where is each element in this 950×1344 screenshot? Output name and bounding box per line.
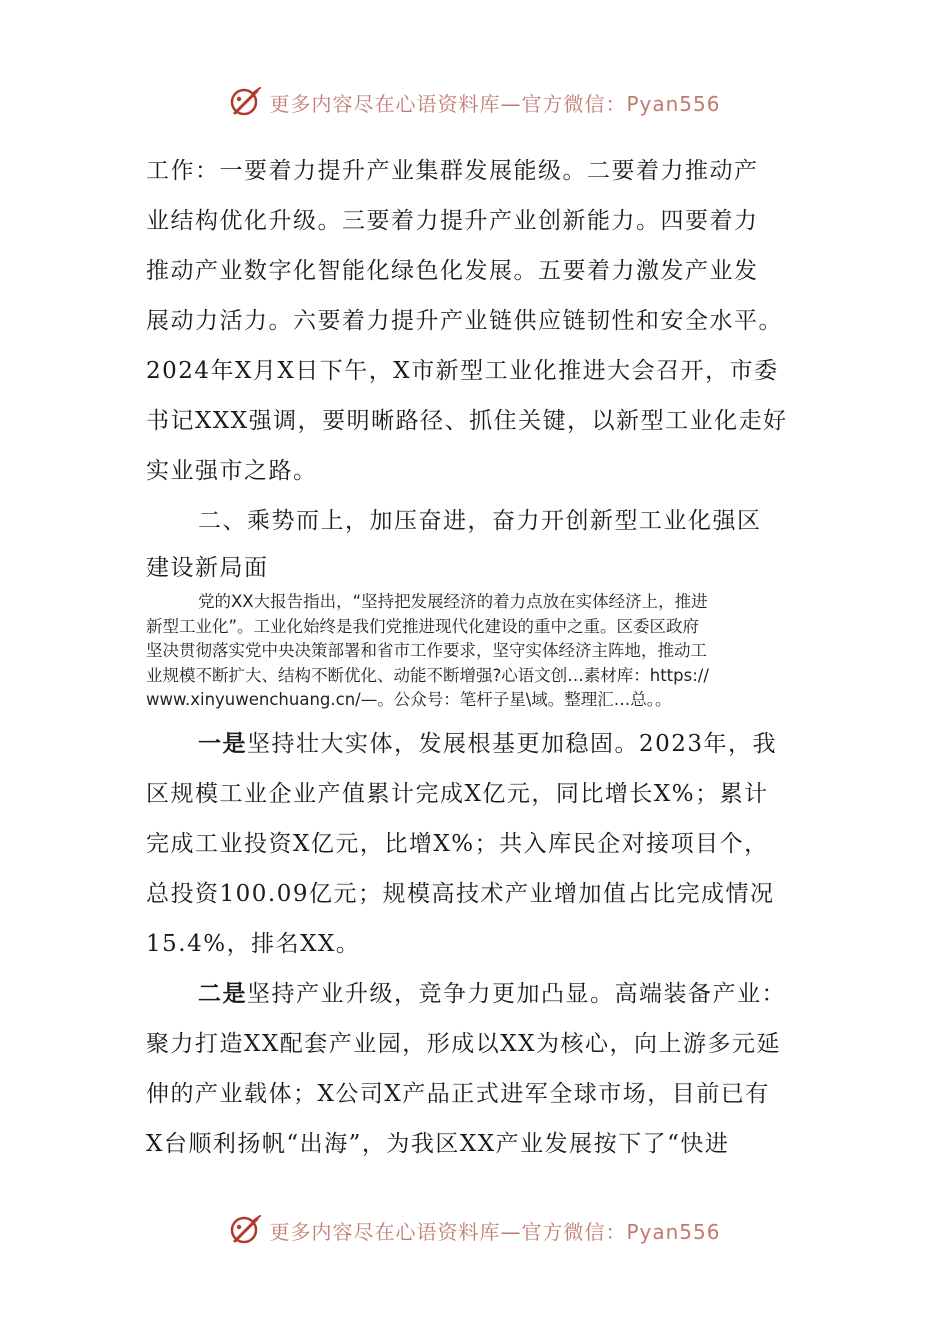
paragraph-small-quote [146, 590, 804, 713]
heading-line: 二、乘势而上，加压奋进，奋力开创新型工业化强区 [198, 508, 762, 534]
heading-line: 建设新局面 [146, 555, 269, 581]
small-text-line: 坚决贯彻落实党中央决策部署和省市工作要求，坚守实体经济主阵地，推动工 [146, 641, 707, 660]
header-watermark [0, 80, 950, 124]
text-line: 书记XXX强调，要明晰路径、抓住关键，以新型工业化走好 [146, 408, 788, 434]
paragraph-point-one [146, 719, 804, 969]
lead-label: 二是 [198, 980, 247, 1007]
document-body [146, 146, 804, 1169]
watermark-text: 更多内容尽在心语资料库—官方微信：Pyan556 [269, 91, 721, 116]
text-line: 2024年X月X日下午，X市新型工业化推进大会召开，市委 [146, 358, 779, 384]
small-text-line: 党的XX大报告指出，“坚持把发展经济的着力点放在实体经济上，推进 [198, 592, 708, 611]
lead-label: 一是 [198, 730, 247, 757]
text-line: 业结构优化升级。三要着力提升产业创新能力。四要着力 [146, 208, 759, 234]
text-line: 完成工业投资X亿元，比增X%；共入库民企对接项目个， [146, 830, 769, 857]
text-line: 实业强市之路。 [146, 458, 318, 484]
text-line: 总投资100.09亿元；规模高技术产业增加值占比完成情况 [146, 880, 775, 907]
text-line: 伸的产业载体；X公司X产品正式进军全球市场，目前已有 [146, 1080, 770, 1107]
footer-watermark [0, 1208, 950, 1252]
text-span: 坚持产业升级，竞争力更加凸显。高端装备产业： [247, 980, 786, 1007]
small-text-line: 业规模不断扩大、结构不断优化、动能不断增强?心语文创…素材库：https:// [146, 665, 709, 685]
section-heading-two [146, 496, 804, 580]
paragraph-point-two [146, 969, 804, 1169]
pen-in-circle-icon [229, 85, 263, 119]
watermark-text: 更多内容尽在心语资料库—官方微信：Pyan556 [269, 1219, 721, 1244]
pen-in-circle-icon [229, 1213, 263, 1247]
text-line: 聚力打造XX配套产业园，形成以XX为核心，向上游多元延 [146, 1030, 781, 1057]
text-line: 15.4%，排名XX。 [146, 930, 361, 957]
small-text-line: 新型工业化”。工业化始终是我们党推进现代化建设的重中之重。区委区政府 [146, 616, 700, 636]
text-line [146, 719, 804, 769]
text-span: 坚持壮大实体，发展根基更加稳固。2023年，我 [247, 730, 778, 757]
text-line: 展动力活力。六要着力提升产业链供应链韧性和安全水平。 [146, 308, 783, 334]
text-line [146, 969, 804, 1019]
paragraph-goals [146, 146, 804, 496]
text-line: 区规模工业企业产值累计完成X亿元，同比增长X%；累计 [146, 780, 769, 807]
text-line: 推动产业数字化智能化绿色化发展。五要着力激发产业发 [146, 258, 759, 284]
text-line: 工作：一要着力提升产业集群发展能级。二要着力推动产 [146, 158, 759, 184]
small-text-line: www.xinyuwenchuang.cn/—。公众号：笔杆子星\域。整理汇…总。。 [146, 690, 672, 709]
text-line: X台顺利扬帆“出海”，为我区XX产业发展按下了“快进 [146, 1130, 730, 1157]
